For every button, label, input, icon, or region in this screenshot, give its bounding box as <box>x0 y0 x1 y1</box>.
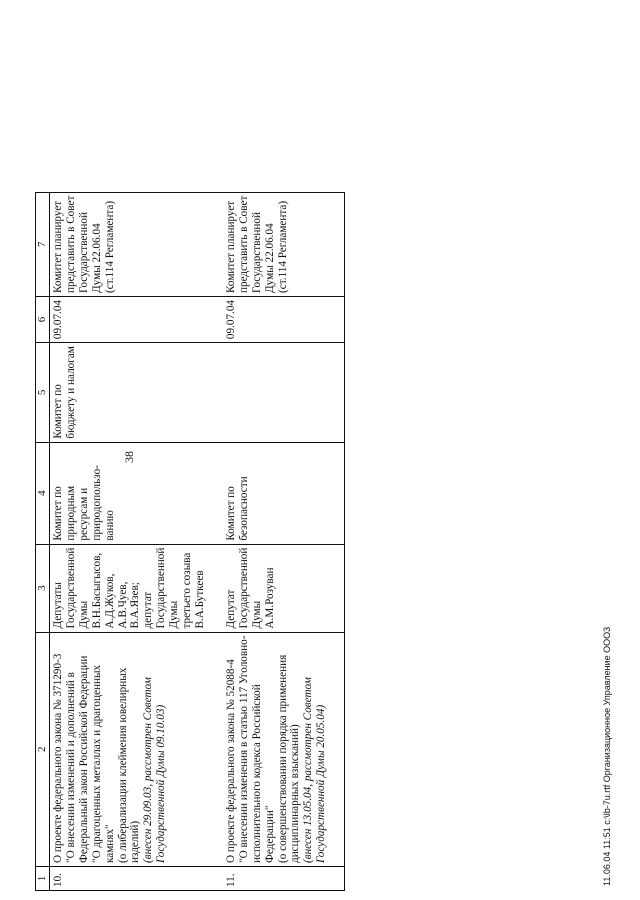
project-line: (о либерализации клеймения ювелирных <box>116 667 129 863</box>
author-line: А.Д.Жуков, <box>103 573 116 629</box>
page-number: 38 <box>122 451 136 463</box>
row-number: 10. <box>50 867 223 891</box>
project-cell <box>223 632 345 866</box>
project-note: Государственной Думы 09.10.03) <box>155 704 168 863</box>
project-line: "О внесении изменений и дополнений в <box>64 672 77 863</box>
date-cell: 09.07.04 <box>50 296 223 342</box>
committee-line: ресурсам и <box>77 487 90 541</box>
col-header-6: 6 <box>36 296 50 342</box>
committee-cell <box>223 442 345 544</box>
project-line: О проекте федерального закона № 371290-3 <box>52 653 64 863</box>
author-line: А.В.Чуев, <box>116 581 129 629</box>
plan-cell <box>50 192 223 296</box>
committee-line: Комитет по <box>52 486 64 541</box>
author-line: В.А.Буткеев <box>193 570 206 629</box>
plan-line: Государственной <box>77 212 90 293</box>
author-line: А.М.Розуван <box>263 567 276 629</box>
committee-line: Комитет по <box>224 486 237 541</box>
author-line: Депутаты <box>52 582 64 629</box>
table-row <box>223 192 345 890</box>
project-note: (внесен 29.09.03, рассмотрен Советом <box>142 677 155 863</box>
author-line: депутат <box>142 591 155 629</box>
plan-line: Комитет планирует <box>224 200 237 293</box>
author-line: В.Н.Басыгысов, <box>90 552 103 629</box>
project-line: О проекте федерального закона № 52088-4 <box>224 659 237 863</box>
project-line: Федерации" <box>263 805 276 863</box>
author-line: Думы <box>77 600 90 629</box>
author-line: В.А.Язев; <box>129 582 142 629</box>
row-number: 11. <box>223 867 345 891</box>
committee-line: безопасности <box>237 476 250 541</box>
project-line: исполнительного кодекса Российской <box>250 684 263 863</box>
plan-line: (ст.114 Регламента) <box>103 200 116 293</box>
project-line: изделий) <box>129 820 142 863</box>
project-line: камнях" <box>103 824 116 863</box>
project-line: Федеральный закон Российской Федерации <box>77 655 90 863</box>
co-committee-line: бюджету и налогам <box>64 346 77 439</box>
plan-line: представить в Совет <box>64 195 77 293</box>
plan-line: Комитет планирует <box>52 200 64 293</box>
author-line: Государственной <box>155 547 168 629</box>
project-cell <box>50 632 223 866</box>
date-cell: 09.07.04 <box>223 296 345 342</box>
header-row <box>36 192 50 890</box>
col-header-2: 2 <box>36 632 50 866</box>
plan-line: Думы 22.06.04 <box>263 223 276 293</box>
col-header-4: 4 <box>36 442 50 544</box>
committee-line: природопользо- <box>90 465 103 541</box>
project-line: (о совершенствовании порядка применения <box>276 654 289 863</box>
co-committee-cell <box>223 343 345 443</box>
committee-line: ванию <box>103 510 116 541</box>
col-header-7: 7 <box>36 192 50 296</box>
authors-cell <box>50 544 223 632</box>
author-line: Государственной <box>237 547 250 629</box>
col-header-1: 1 <box>36 867 50 891</box>
co-committee-cell <box>50 343 223 443</box>
footer-path: 11.06.04 11:51 c:\lb-7u.rtf Организационное Управление ООО3 <box>602 626 612 886</box>
plan-line: Думы 22.06.04 <box>90 223 103 293</box>
author-line: Думы <box>250 600 263 629</box>
author-line: Государственной <box>64 547 77 629</box>
plan-line: Государственной <box>250 212 263 293</box>
author-line: Думы <box>168 600 181 629</box>
co-committee-line: Комитет по <box>52 384 64 439</box>
authors-cell <box>223 544 345 632</box>
project-line: "О внесении изменения в статью 117 Уголовно- <box>237 635 250 863</box>
author-line: Депутат <box>224 589 237 629</box>
project-line: дисциплинарных взысканий) <box>289 724 302 863</box>
plan-line: представить в Совет <box>237 195 250 293</box>
project-note: Государственной Думы 20.05.04) <box>315 704 328 863</box>
author-line: третьего созыва <box>181 552 194 629</box>
committee-cell <box>50 442 223 544</box>
table-row <box>50 192 223 890</box>
plan-cell <box>223 192 345 296</box>
committee-line: природным <box>64 485 77 541</box>
col-header-5: 5 <box>36 343 50 443</box>
col-header-3: 3 <box>36 544 50 632</box>
project-note: (внесен 13.05.04, рассмотрен Советом <box>302 677 315 863</box>
project-line: "О драгоценных металлах и драгоценных <box>90 664 103 863</box>
plan-line: (ст.114 Регламента) <box>276 200 289 293</box>
bills-table <box>35 192 345 891</box>
